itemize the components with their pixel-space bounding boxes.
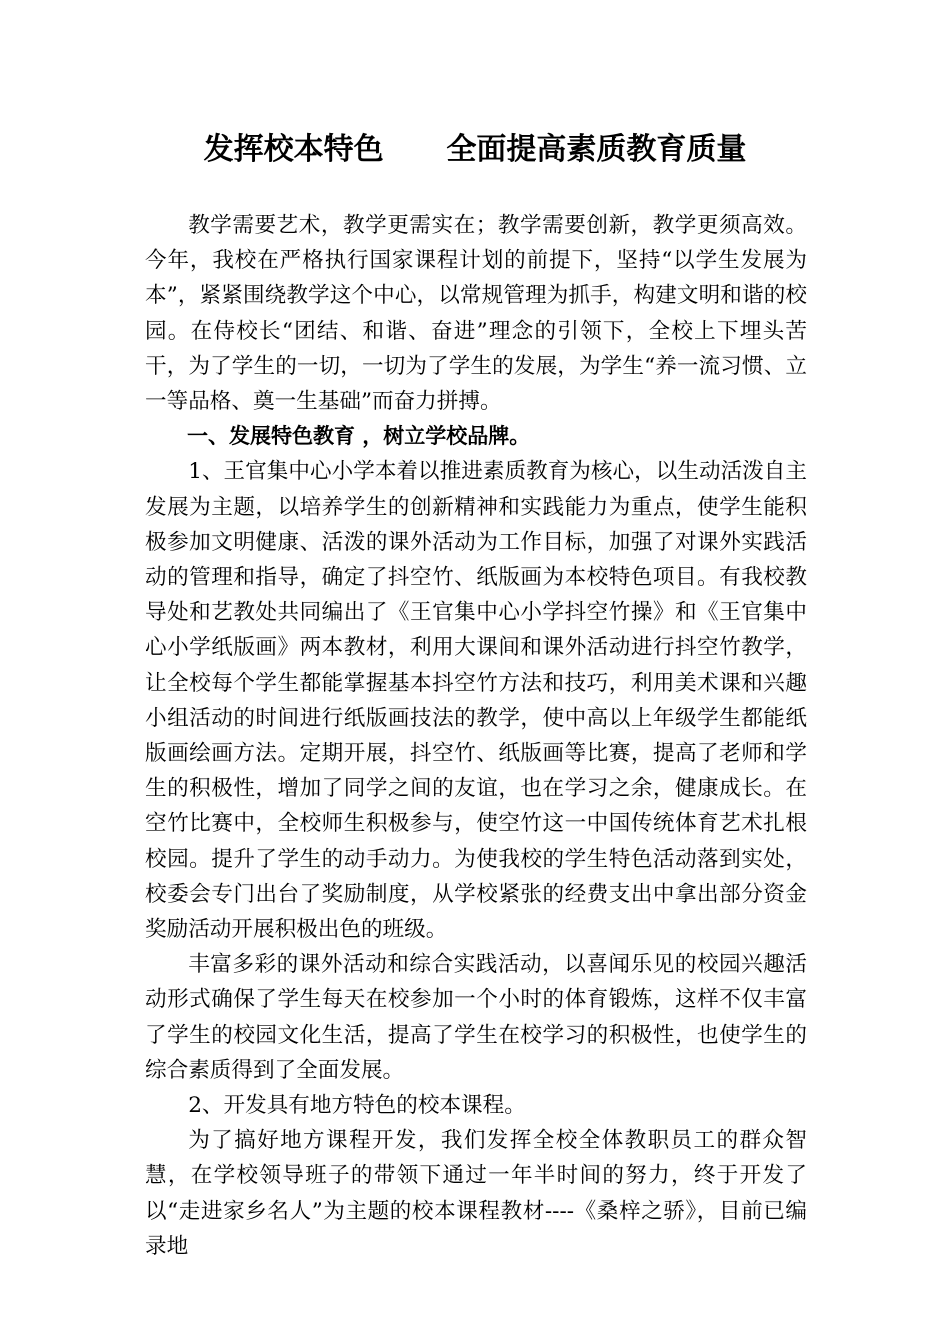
document-body [145, 208, 807, 1264]
paragraph-intro: 教学需要艺术，教学更需实在；教学需要创新，教学更须高效。今年，我校在严格执行国家课程计划的前提下，坚持“以学生发展为本”，紧紧围绕教学这个中心，以常规管理为抓手，构建文明和谐的校园。在侍校长“团结、和谐、奋进”理念的引领下，全校上下埋头苦干，为了学生的一切，一切为了学生的发展，为学生“养一流习惯、立一等品格、奠一生基础”而奋力拼搏。 [145, 213, 807, 415]
paragraph-activities: 丰富多彩的课外活动和综合实践活动，以喜闻乐见的校园兴趣活动形式确保了学生每天在校参加一个小时的体育锻炼，这样不仅丰富了学生的校园文化生活，提高了学生在校学习的积极性，也使学生的综合素质得到了全面发展。 [145, 952, 807, 1083]
title-part-1: 发挥校本特色 [203, 132, 384, 167]
paragraph-curriculum: 为了搞好地方课程开发，我们发挥全校全体教职员工的群众智慧，在学校领导班子的带领下通过一年半时间的努力，终于开发了以“走进家乡名人”为主题的校本课程教材----《桑梓之骄》，目前已编录地 [145, 1128, 807, 1259]
title-part-2: 全面提高素质教育质量 [446, 132, 747, 167]
paragraph-item-2: 2、开发具有地方特色的校本课程。 [188, 1093, 526, 1119]
section-heading-1: 一、发展特色教育 ，树立学校品牌。 [187, 424, 531, 449]
paragraph-item-1: 1、王官集中心小学本着以推进素质教育为核心，以生动活泼自主发展为主题，以培养学生的创新精神和实践能力为重点，使学生能积极参加文明健康、活泼的课外活动为工作目标，加强了对课外实践活动的管理和指导，确定了抖空竹、纸版画为本校特色项目。有我校教导处和艺教处共同编出了《王官集中心小学抖空竹操》和《王官集中心小学纸版画》两本教材，利用大课间和课外活动进行抖空竹教学，让全校每个学生都能掌握基本抖空竹方法和技巧，利用美术课和兴趣小组活动的时间进行纸版画技法的教学，使中高以上年级学生都能纸版画绘画方法。定期开展，抖空竹、纸版画等比赛，提高了老师和学生的积极性，增加了同学之间的友谊，也在学习之余，健康成长。在空竹比赛中，全校师生积极参与，使空竹这一中国传统体育艺术扎根校园。提升了学生的动手动力。为使我校的学生特色活动落到实处，校委会专门出台了奖励制度，从学校紧张的经费支出中拿出部分资金奖励活动开展积极出色的班级。 [145, 459, 807, 943]
document-title [0, 128, 950, 172]
